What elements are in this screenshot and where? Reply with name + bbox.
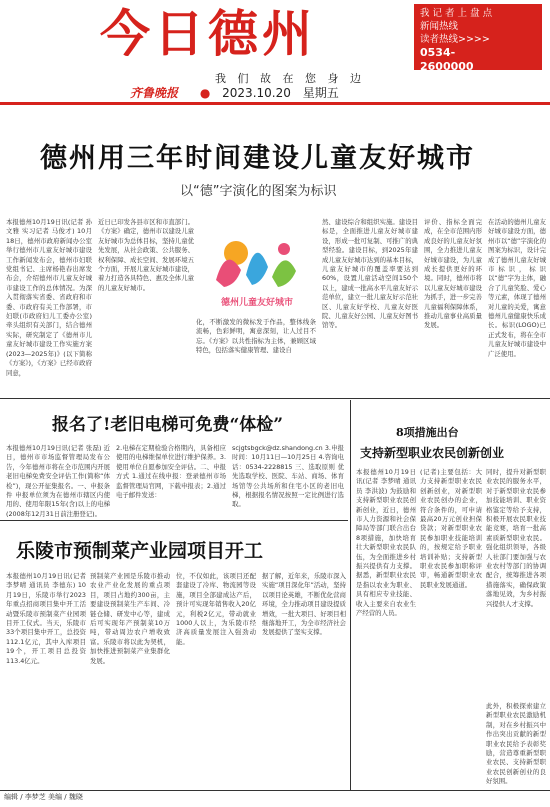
- brand-logo: 齐鲁晚报: [130, 86, 179, 100]
- lead-col6: 在活动的德州儿童友好城市建设方面，德州市以“德”字演化的图案为标识，设计完成了德州儿童友好城市标识，标识以“德”字为主体，融合了儿童笑脸、爱心等元素，体现了德州对儿童的关爱，寓意德州儿童健康快乐成长。标识(LOGO)已正式发布，将在全市儿童友好城市建设中广泛使用。: [488, 218, 546, 358]
- separator-icon: ●: [199, 86, 211, 100]
- training-col2: (记者)主要包括：大力支持新型职业农民创新创业，对新型职业农民创办的企业，符合条件的，可申请最高20万元创业担保贷款；对新型职业农民参加职业技能培训的，按规定给予职业培训补贴；支持新型职业农民参加职称评审，畅通新型职业农民职业发展通道。: [420, 468, 482, 589]
- elevator-divider: [0, 520, 348, 521]
- masthead: [0, 0, 550, 100]
- lead-subheadline: 以“德”字演化的图案为标识: [180, 184, 337, 199]
- hotline-line2: 新闻热线: [420, 21, 459, 32]
- prepared-col2: 预制菜产业园是乐陵市推动农业产业化发展的重点项目，项目占地约300亩，主要建设预制菜生产车间、冷链仓储、研发中心等，建成后可实现年产预制菜10万吨，带动周边农户增收致富。乐陵市将以此为契机，加快推进预制菜产业集群化发展。: [90, 572, 170, 665]
- lead-col3: 化，不断激发的微标发于作品，整体线条流畅，色彩鲜明，寓意深刻，让人过目不忘。《方案》以共性指标为主体，兼顾区域特色，包括落实健康管理、建设自: [196, 318, 316, 355]
- hotline-line3: 读者热线>>>>: [420, 34, 490, 45]
- training-col3: 同时，提升对新型职业农民的服务水平，对于新型职业农民参加技能培训、职业资格鉴定等给予支持，积极开展农民职业技能竞赛，培育一批高素质新型职业农民。强化组织领导，各级人社部门要加强与农业农村等部门的协调配合，统筹推进各项措施落实，确保政策落地见效，为乡村振兴提供人才支撑。: [486, 468, 546, 608]
- lead-col1: 本报德州10月19日讯(记者 孙文雅 实习记者 马俊才) 10月18日，德州市政府新闻办公室举行德州市儿童友好城市建设工作新闻发布会，德州市妇联党组书记、主席杨艳春出席发布会，介绍德州市儿童友好城市建设工作的总体情况。为深入贯彻落实省委、省政府和市委、市政府有关工作部署，市妇联(市政府妇儿工委办公室)牵头组织有关部门，结合德州实际，研究制定了《德州市儿童友好城市建设工作实施方案(2023—2025年)》(以下简称《方案》)，《方案》已经市政府同意，: [6, 218, 92, 377]
- training-col1: 本报德州10月19日讯(记者 李梦晴 通讯员 李洪波) 为鼓励和支持新型职业农民创新创业，近日，德州市人力资源和社会保障局等部门联合出台8项措施，加快培育壮大新型职业农民队伍，为全面推进乡村振兴提供有力支撑。据悉，新型职业农民是指以农业为职业、具有相应专业技能、收入主要来自农业生产经营的人员。: [356, 468, 416, 618]
- elevator-col2: 2.电梯在定期检验合格期内，具备相应使用的电梯维保单位进行维护保养。3.使用单位自愿参加安全评估。二、申报方式 1.通过在线申报：登录德州市场监督管理局官网，下载申报表；2.通过电子邮件发送：: [116, 444, 226, 500]
- elevator-headline: 报名了!老旧电梯可免费“体检”: [52, 415, 284, 435]
- logo-caption: 德州儿童友好城市: [220, 298, 294, 308]
- training-kicker: 8项措施出台: [396, 426, 459, 439]
- masthead-rule: [0, 102, 550, 105]
- hotline-line5: 2600000: [420, 60, 474, 73]
- children-friendly-city-logo: [196, 225, 318, 313]
- page-footer: 编辑 / 李梦芝 美编 / 魏晓: [4, 793, 83, 801]
- prepared-headline: 乐陵市预制菜产业园项目开工: [16, 540, 264, 562]
- hotline-box: [414, 4, 542, 73]
- newspaper-title: 今日德州: [100, 5, 316, 63]
- lead-col4: 然、建设综合和组织实施。建设目标是，全面推进儿童友好城市建设，形成一批可复制、可推广的典型经验。建设目标，到2025年建成儿童友好城市达到的基本目标，儿童友好城市的覆盖率要达到60%，设置儿童活动空间150个以上，建成一批高水平儿童友好示范单位，建立一批儿童友好示范社区、儿童友好学校、儿童友好医院、儿童友好公园、儿童友好图书馆等。: [322, 218, 418, 330]
- training-headline: 支持新型职业农民创新创业: [360, 446, 505, 460]
- prepared-col3: 位，不仅如此，该项目还配套建设了冷库、物流园等设施，项目全部建成达产后，预计可实现年销售收入20亿元，利税2亿元，带动就业1000人以上，为乐陵市经济高质量发展注入强劲动能。: [176, 572, 256, 646]
- footer-rule: [0, 790, 550, 791]
- lead-col2: 近日已印发各县市区和市直部门。《方案》确定，德州市以建设儿童友好城市为总体目标，坚持儿童优先发展，从社会政策、公共服务、权利保障、成长空间、发展环境五个方面，开展儿童友好城市建设，着力打造各具特色、惠及全体儿童的儿童友好城市。: [98, 218, 194, 292]
- hotline-line4: 0534-: [420, 46, 456, 59]
- lead-col5: 评价、指标全面完成，在全市范围内形成良好的儿童友好氛围，全力推进儿童友好城市建设，为儿童成长提供更好的环境。同时，德州市将以儿童友好城市建设为抓手，进一步完善儿童福利保障体系，推动儿童事业高质量发展。: [424, 218, 482, 330]
- hotline-line1: 我 记 者 上 盘 点: [420, 8, 493, 19]
- slogan: 我 们 故 在 您 身 边: [215, 72, 365, 85]
- dateline: [130, 84, 339, 101]
- elevator-col1: 本报德州10月19日讯(记者 张磊) 近日，德州市市场监督管理局发布公告，今年德州市将在全市范围内开展老旧电梯免费安全评估工作(简称“体检”)，现公开征集报名。一、申报条件 申报单位须为在德州市辖区内使用的、使用年限15年(含)以上的电梯(2008年12月31日前注册登记)。: [6, 444, 110, 518]
- lead-headline: 德州用三年时间建设儿童友好城市: [40, 143, 475, 174]
- issue-date: 2023.10.20: [222, 86, 291, 100]
- issue-weekday: 星期五: [302, 86, 339, 100]
- prepared-col4: 据了解，近年来，乐陵市深入实施“项目深化年”活动，坚持以项目论英雄，不断优化营商环境，全力推动项目建设提质增效，一批大项目、好项目相继落地开工，为全市经济社会发展提供了坚实支撑。: [262, 572, 346, 637]
- elevator-col3: scjgtsbgck@dz.shandong.cn 3.申报时间：10月11日—10月25日 4.咨询电话：0534-2228815 三、选取原则 优先选取学校、医院、车站、商场、体育场馆等公共场所和住宅小区的老旧电梯，根据报名情况按照一定比例进行选取。: [232, 444, 344, 509]
- column-divider: [350, 400, 351, 790]
- training-col4: 此外，积极探索建立新型职业农民激励机制，对在乡村振兴中作出突出贡献的新型职业农民给予表彰奖励，营造尊重新型职业农民、支持新型职业农民创新创业的良好氛围。: [486, 702, 546, 786]
- prepared-col1: 本报德州10月19日讯(记者 李梦晴 通讯员 李德东) 10月19日，乐陵市举行2023年重点招商项目集中开工活动暨乐陵市预制菜产业园项目开工仪式。当天，乐陵市33个项目集中开工，总投资112.1亿元，其中入库项目19个，开工项目总投资113.4亿元。: [6, 572, 86, 665]
- section-divider: [0, 398, 550, 399]
- logo-heart-dot: [278, 243, 290, 255]
